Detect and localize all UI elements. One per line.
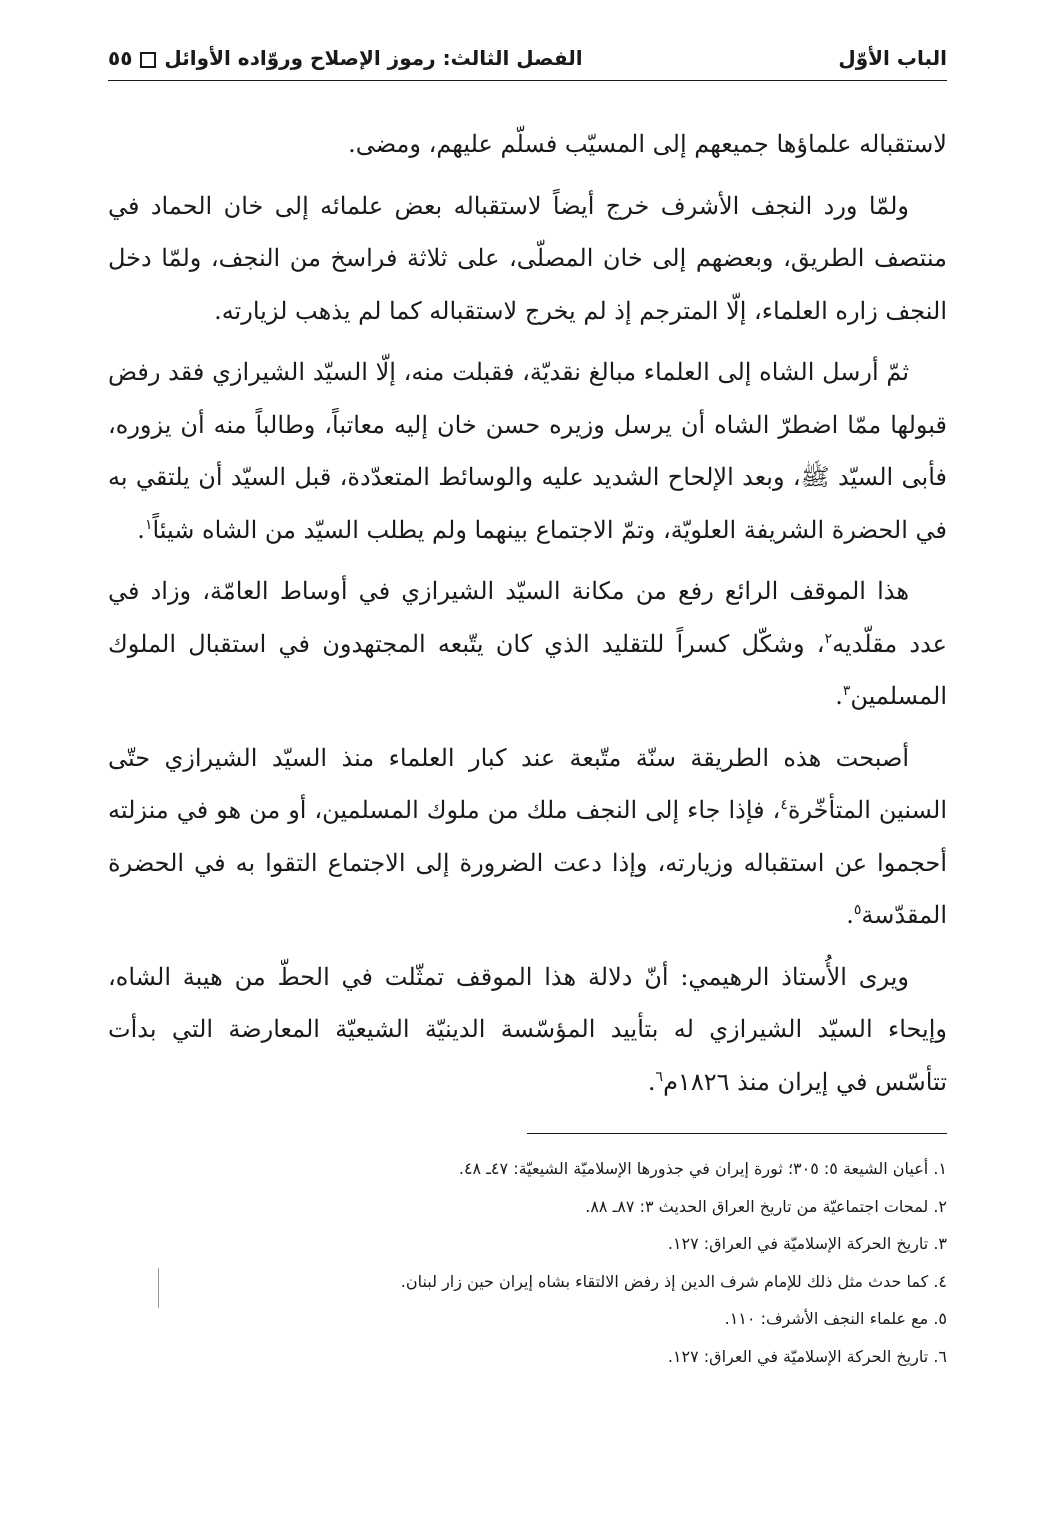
footnote-5: ٥. مع علماء النجف الأشرف: ١١٠. (724, 1309, 947, 1328)
page-number: ٥٥ (108, 46, 133, 70)
paragraph-text: لاستقباله علماؤها جميعهم إلى المسيّب فسلّم عليهم، ومضى. (348, 130, 947, 158)
footnote-ref: ١ (144, 516, 153, 533)
chapter-header (108, 46, 583, 70)
footnote-1: ١. أعيان الشيعة ٥: ٣٠٥؛ ثورة إيران في جذورها الإسلاميّة الشيعيّة: ٤٧ـ ٤٨. (458, 1159, 947, 1178)
paragraph-1 (108, 118, 947, 171)
paragraph-6: ويرى الأُستاذ الرهيمي: أنّ دلالة هذا الموقف تمثّلت في الحطّ من هيبة الشاه، وإيحاء السيّد الشيرازي له بتأييد المؤسّسة الدينيّة الشيعيّة المعارضة التي بدأت تتأسّس في إيران منذ ١٨٢٦م$^٦$. (108, 962, 947, 1096)
footnotes (108, 1150, 947, 1375)
paragraph-3: ثمّ أرسل الشاه إلى العلماء مبالغ نقديّة، فقبلت منه، إلّا السيّد الشيرازي فقد رفض قبولها ممّا اضطرّ الشاه أن يرسل وزيره حسن خان إليه معاتباً، وطالباً منه أن يزوره، فأبى السيّد ﷺ، وبعد الإلحاح الشديد عليه والوسائط المتعدّدة، قبل السيّد أن يلتقي به في الحضرة الشريفة العلويّة، وتمّ الاجتماع بينهما ولم يطلب السيّد من الشاه شيئاً$^١$. (108, 358, 947, 544)
paragraph-text: ثمّ أرسل الشاه إلى العلماء مبالغ نقديّة، فقبلت منه، إلّا السيّد الشيرازي فقد رفض قبولها ممّا اضطرّ الشاه أن يرسل وزيره حسن خان إليه معاتباً، وطالباً منه أن يزوره، فأبى السيّد ﷺ، وبعد الإلحاح الشديد عليه والوسائط المتعدّدة، قبل السيّد أن يلتقي به في الحضرة الشريفة العلويّة، وتمّ الاجتماع بينهما ولم يطلب السيّد من الشاه شيئاً (108, 358, 947, 544)
footnote-ref: ٥ (853, 902, 862, 918)
paragraph-text: هذا الموقف الرائع رفع من مكانة السيّد الشيرازي في أوساط العامّة، وزاد في عدد مقلّديه (108, 577, 947, 658)
paragraph-text: ويرى الأُستاذ الرهيمي: أنّ دلالة هذا الموقف تمثّلت في الحطّ من هيبة الشاه، وإيحاء السيّد الشيرازي له بتأييد المؤسّسة الدينيّة الشيعيّة المعارضة التي بدأت تتأسّس في إيران منذ ١٨٢٦م (108, 962, 947, 1096)
paragraph-2 (108, 180, 947, 338)
main-text (108, 118, 947, 1117)
footnote-4: ٤. كما حدث مثل ذلك للإمام شرف الدين إذ رفض الالتقاء بشاه إيران حين زار لبنان. (400, 1271, 947, 1291)
paragraph-4: هذا الموقف الرائع رفع من مكانة السيّد الشيرازي في أوساط العامّة، وزاد في عدد مقلّديه$^٢$، وشكّل كسراً للتقليد الذي كان يتّبعه المجتهدون في استقبال الملوك المسلمين$^٣$. (108, 577, 947, 710)
footnote-ref: ٢ (824, 630, 833, 647)
paragraph-text: ، فإذا جاء إلى النجف ملك من ملوك المسلمين، أو من هو في منزلته أحجموا عن استقباله وزيارته، وإذا دعت الضرورة إلى الاجتماع التقوا به في الحضرة المقدّسة (108, 796, 947, 929)
paragraph-text: ، وشكّل كسراً للتقليد الذي كان يتّبعه المجتهدون في استقبال الملوك المسلمين (108, 629, 947, 710)
chapter-title: الفصل الثالث: رموز الإصلاح وروّاده الأوائل (164, 46, 583, 70)
footnote-6: ٦. تاريخ الحركة الإسلاميّة في العراق: ١٢٧. (667, 1346, 947, 1366)
running-header (108, 40, 947, 80)
part-title: الباب الأوّل (838, 46, 947, 70)
footnote-2: ٢. لمحات اجتماعيّة من تاريخ العراق الحديث ٣: ٨٧ـ ٨٨. (585, 1196, 947, 1216)
header-rule (108, 80, 947, 81)
square-separator-icon (140, 52, 156, 68)
footnote-ref: ٦ (655, 1068, 664, 1085)
footnote-separator (527, 1133, 947, 1134)
paragraph-5: أصبحت هذه الطريقة سنّة متّبعة عند كبار العلماء منذ السيّد الشيرازي حتّى السنين المتأخّرة$^٤$، فإذا جاء إلى النجف ملك من ملوك المسلمين، أو من هو في منزلته أحجموا عن استقباله وزيارته، وإذا دعت الضرورة إلى الاجتماع التقوا به في الحضرة المقدّسة$^٥$. (108, 743, 947, 929)
footnote-ref: ٣ (842, 683, 851, 699)
paragraph-text: ولمّا ورد النجف الأشرف خرج أيضاً لاستقباله بعض علمائه إلى خان الحماد في منتصف الطريق، وبعضهم إلى خان المصلّى، على ثلاثة فراسخ من النجف، ولمّا دخل النجف زاره العلماء، إلّا المترجم إذ لم يخرج لاستقباله كما لم يذهب لزيارته. (108, 191, 947, 325)
footnote-3: ٣. تاريخ الحركة الإسلاميّة في العراق: ١٢٧. (667, 1234, 947, 1253)
paragraph-text: أصبحت هذه الطريقة سنّة متّبعة عند كبار العلماء منذ السيّد الشيرازي حتّى السنين المتأخّرة (108, 743, 947, 824)
scan-mark (158, 1268, 159, 1308)
footnote-ref: ٤ (780, 797, 788, 813)
